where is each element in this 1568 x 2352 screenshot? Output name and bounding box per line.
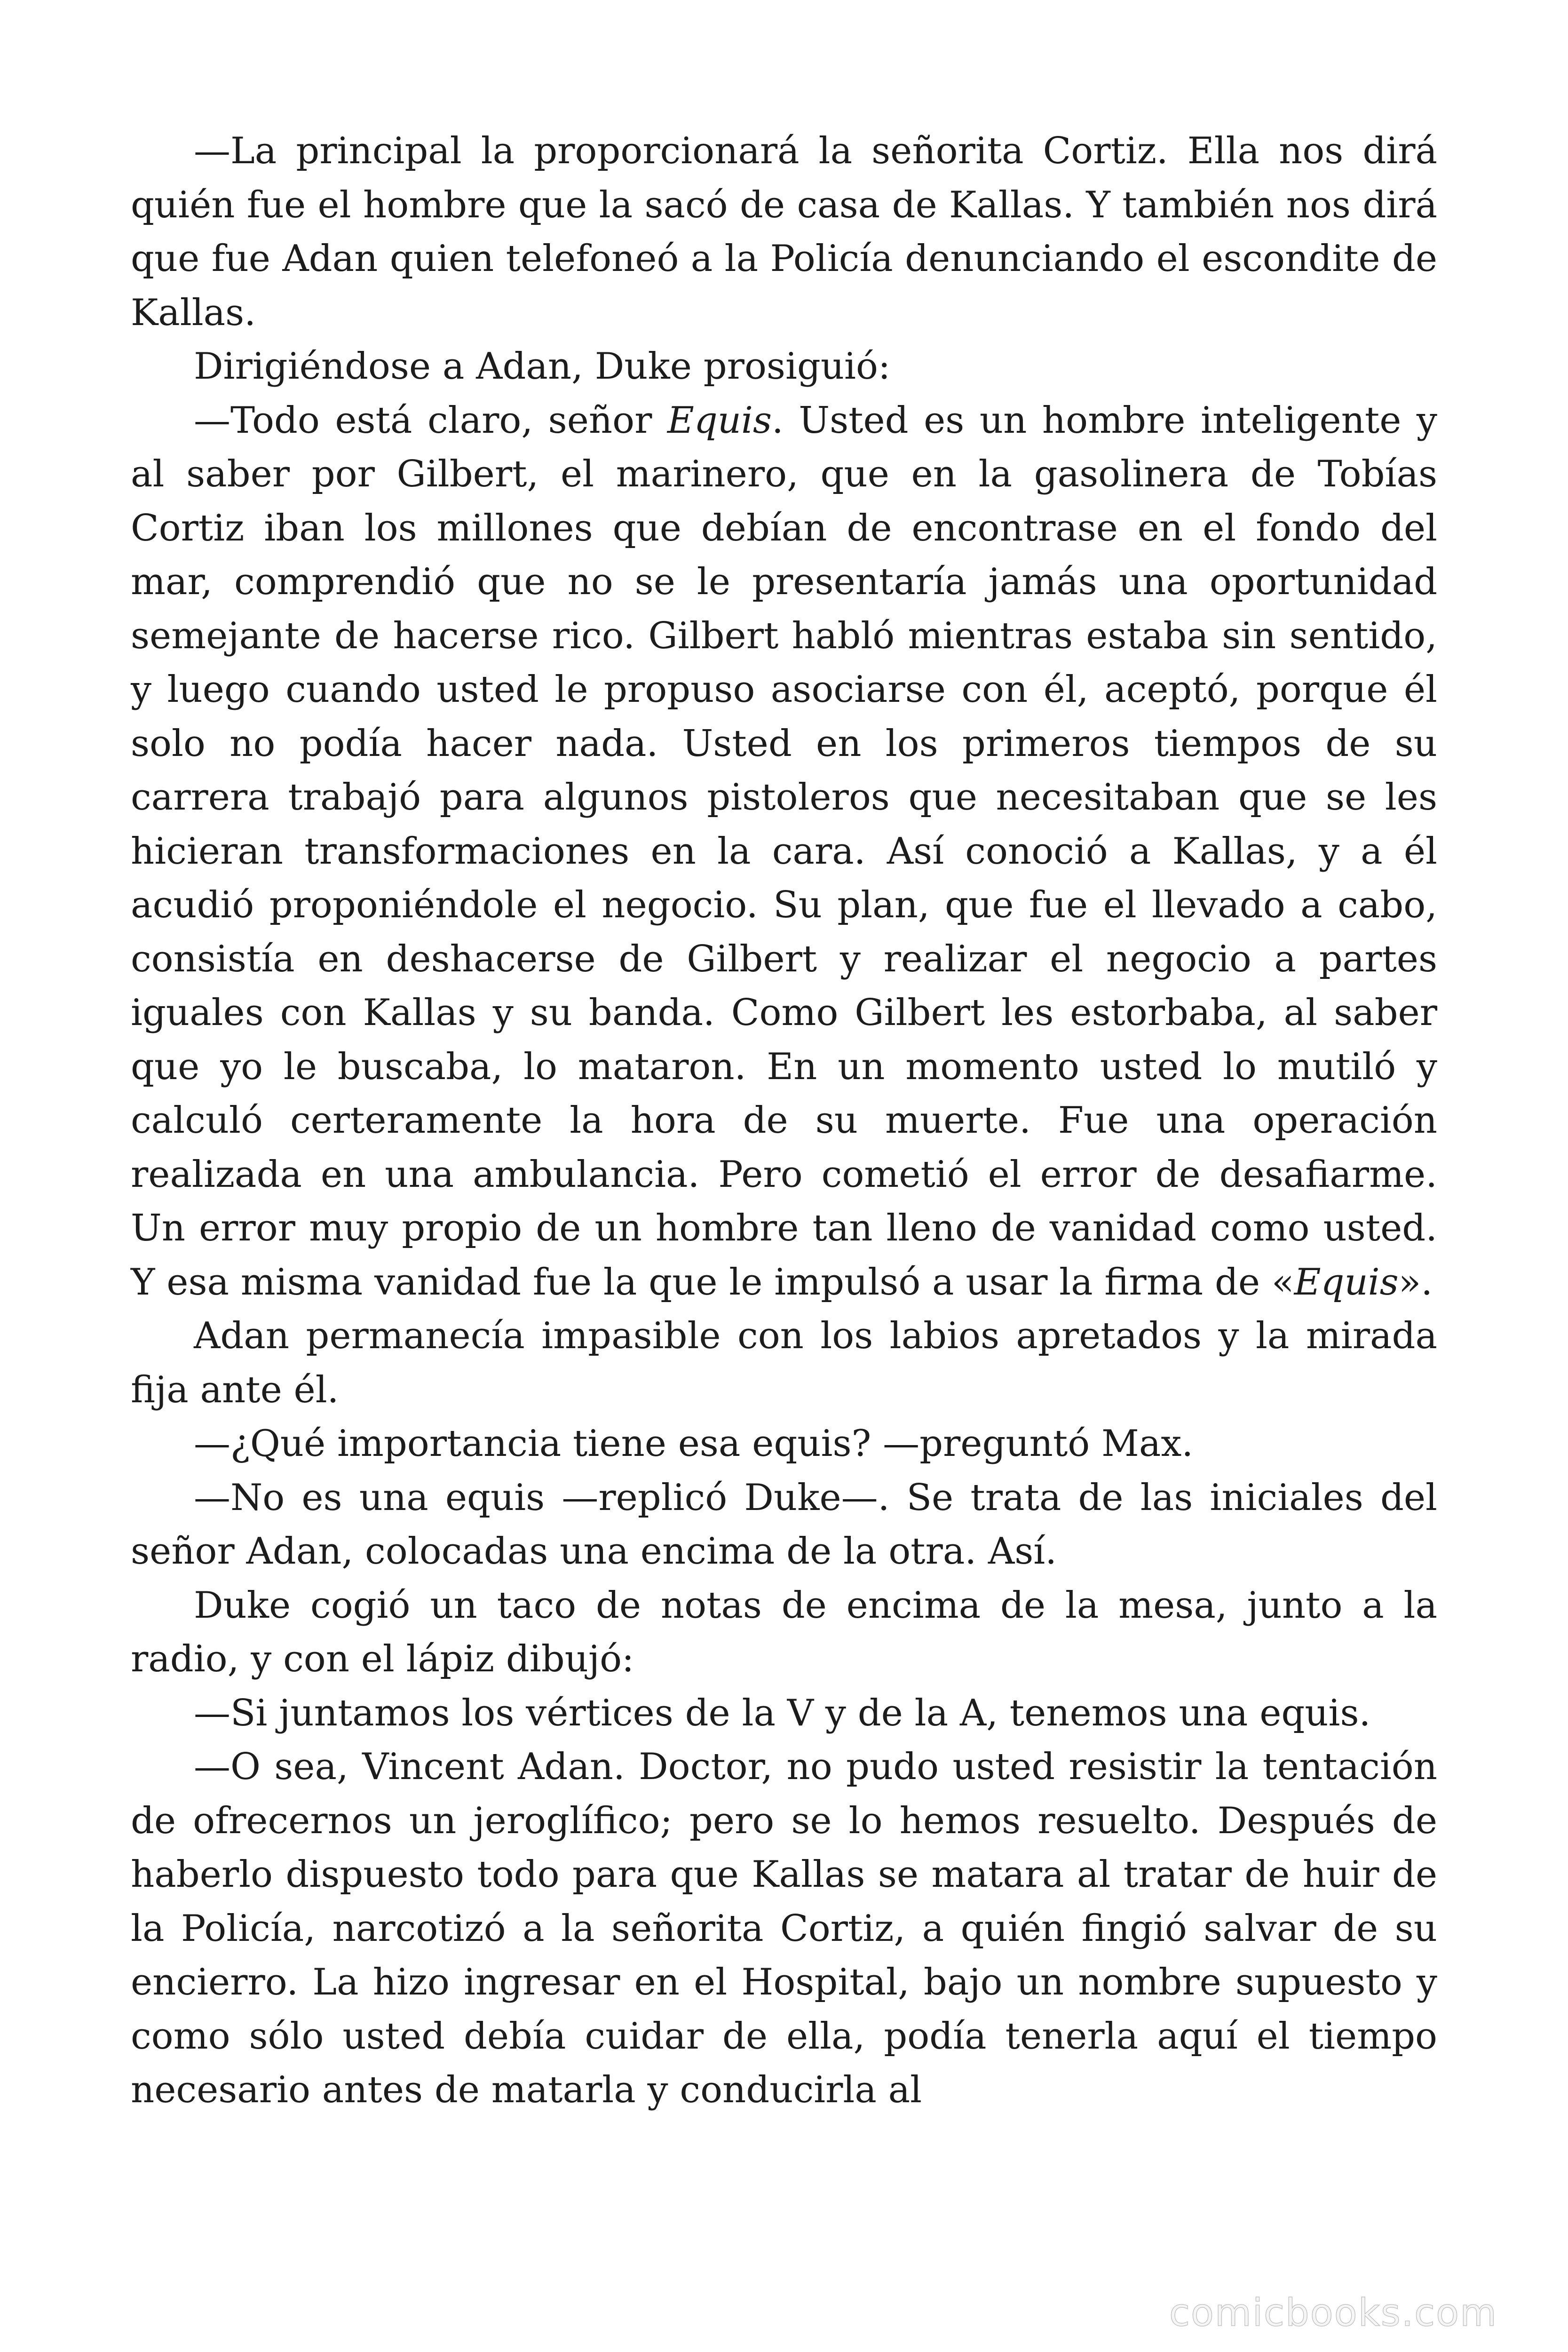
text-run: —Si juntamos los vértices de la V y de la A, tenemos una equis. xyxy=(194,1692,1371,1734)
italic-text: Equis xyxy=(667,399,772,442)
paragraph xyxy=(131,1417,1437,1471)
text-run: Dirigiéndose a Adan, Duke prosiguió: xyxy=(194,345,891,388)
paragraph xyxy=(131,1309,1437,1417)
book-page-text xyxy=(131,124,1437,2117)
text-run: . Usted es un hombre inteligente y al saber por Gilbert, el marinero, que en la gasolinera de Tobías Cortiz iban los millones que debían de encontrase en el fondo del mar, comprendió que no se le presentaría jamás una oportunidad semejante de hacerse rico. Gilbert habló mientras estaba sin sentido, y luego cuando usted le propuso asociarse con él, aceptó, porque él solo no podía hacer nada. Usted en los primeros tiempos de su carrera trabajó para algunos pistoleros que necesitaban que se les hicieran transformaciones en la cara. Así conoció a Kallas, y a él acudió proponiéndole el negocio. Su plan, que fue el llevado a cabo, consistía en deshacerse de Gilbert y realizar el negocio a partes iguales con Kallas y su banda. Como Gilbert les estorbaba, al saber que yo le buscaba, lo mataron. En un momento usted lo mutiló y calculó certeramente la hora de su muerte. Fue una operación realizada en una ambulancia. Pero cometió el error de desafiarme. Un error muy propio de un hombre tan lleno de vanidad como usted. Y esa misma vanidad fue la que le impulsó a usar la firma de « xyxy=(131,399,1437,1303)
text-run: —No es una equis —replicó Duke—. Se trata de las iniciales del señor Adan, colocadas una encima de la otra. Así. xyxy=(131,1476,1437,1573)
italic-text: Equis xyxy=(1294,1261,1399,1303)
text-run: —O sea, Vincent Adan. Doctor, no pudo usted resistir la tentación de ofrecernos un jeroglífico; pero se lo hemos resuelto. Después de haberlo dispuesto todo para que Kallas se matara al tratar de huir de la Policía, narcotizó a la señorita Cortiz, a quién fingió salvar de su encierro. La hizo ingresar en el Hospital, bajo un nombre supuesto y como sólo usted debía cuidar de ella, podía tenerla aquí el tiempo necesario antes de matarla y conducirla al xyxy=(131,1746,1437,2111)
paragraph xyxy=(131,124,1437,340)
paragraph xyxy=(131,340,1437,394)
paragraph xyxy=(131,1471,1437,1579)
text-run: Adan permanecía impasible con los labios apretados y la mirada fija ante él. xyxy=(131,1315,1437,1411)
text-run: —La principal la proporcionará la señorita Cortiz. Ella nos dirá quién fue el hombre que la sacó de casa de Kallas. Y también nos dirá que fue Adan quien telefoneó a la Policía denunciando el escondite de Kallas. xyxy=(131,130,1437,334)
paragraph xyxy=(131,1740,1437,2117)
watermark: comicbooks.com xyxy=(1169,2291,1497,2335)
text-run: ». xyxy=(1398,1261,1433,1303)
text-run: —¿Qué importancia tiene esa equis? —preguntó Max. xyxy=(194,1422,1194,1465)
paragraph xyxy=(131,394,1437,1310)
text-run: —Todo está claro, señor xyxy=(194,399,667,442)
paragraph xyxy=(131,1686,1437,1740)
paragraph xyxy=(131,1579,1437,1686)
text-run: Duke cogió un taco de notas de encima de la mesa, junto a la radio, y con el lápiz dibujó: xyxy=(131,1584,1437,1680)
